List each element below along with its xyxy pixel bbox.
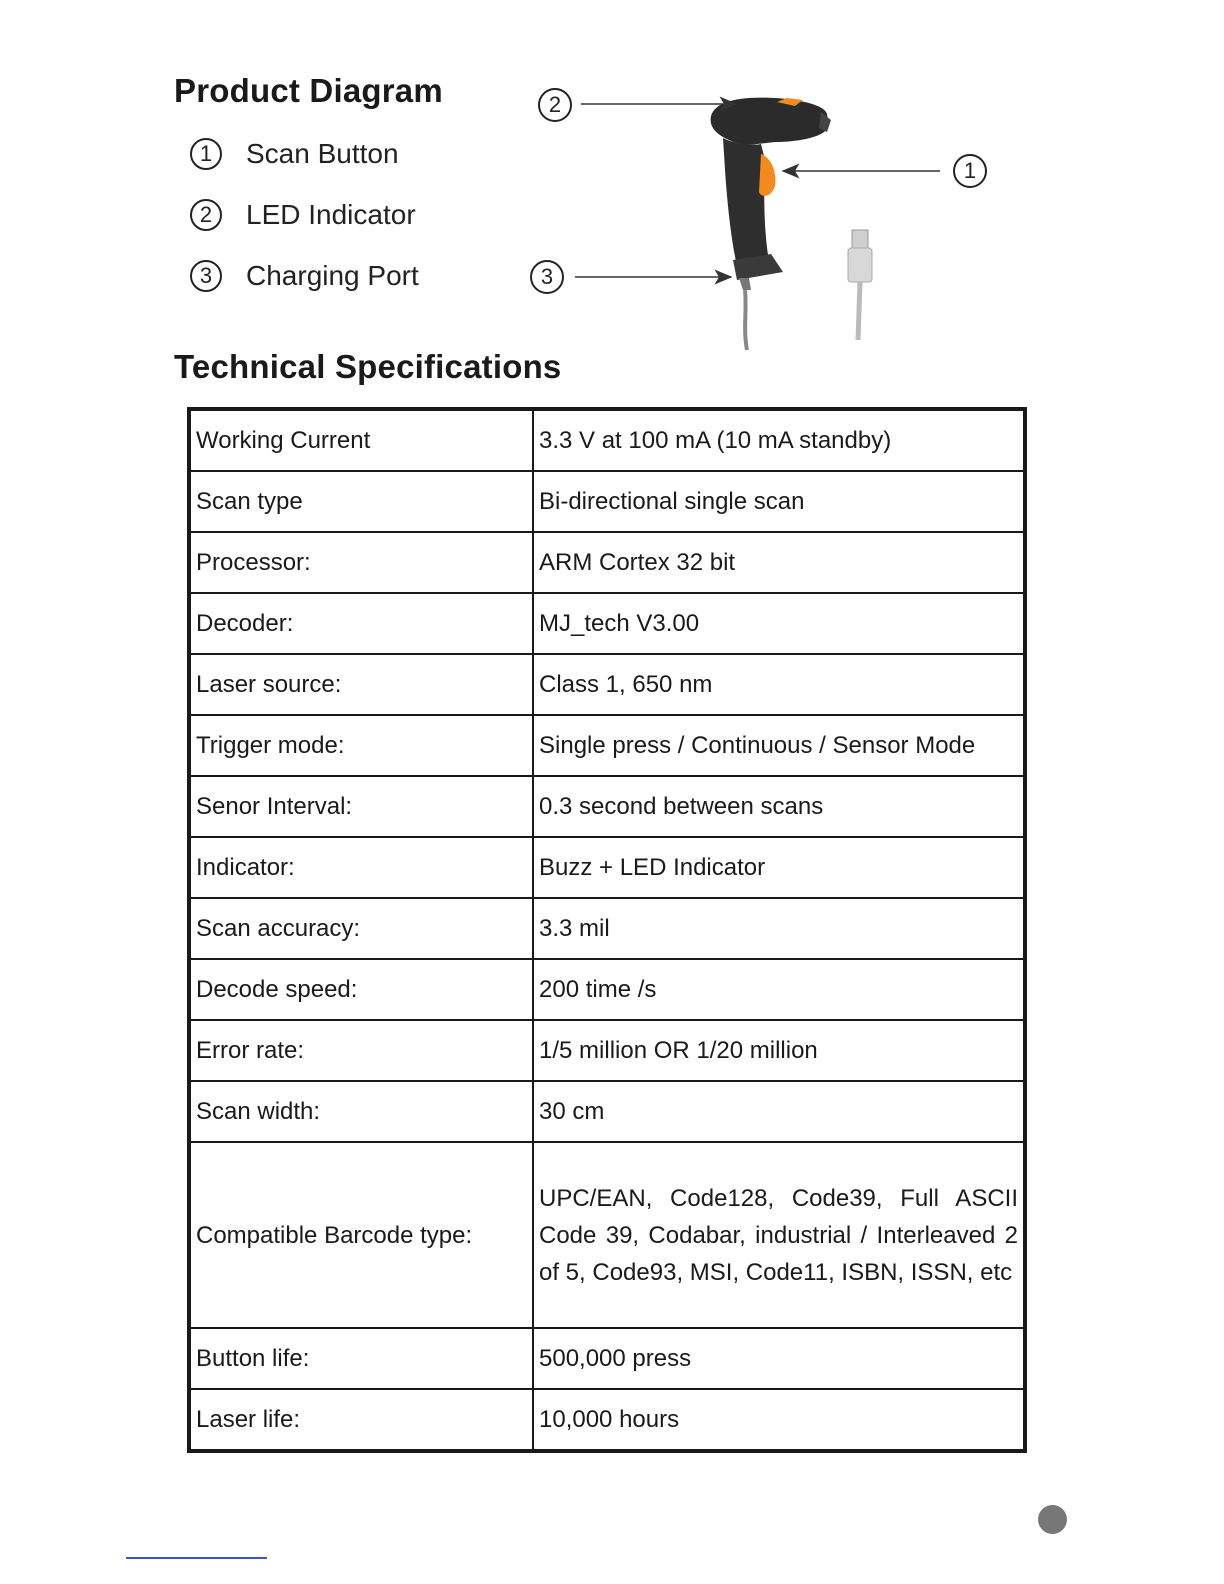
- table-row: [189, 898, 1025, 959]
- spec-value: 0.3 second between scans: [533, 776, 1025, 837]
- spec-value: 200 time /s: [533, 959, 1025, 1020]
- table-row: [189, 471, 1025, 532]
- barcode-scanner-illustration: [525, 80, 1005, 360]
- spec-value: 30 cm: [533, 1081, 1025, 1142]
- spec-value: 1/5 million OR 1/20 million: [533, 1020, 1025, 1081]
- table-row: [189, 837, 1025, 898]
- table-row: [189, 409, 1025, 471]
- legend-number: 1: [190, 138, 222, 170]
- table-row: [189, 715, 1025, 776]
- product-diagram-heading: Product Diagram: [174, 72, 443, 109]
- spec-label: Laser source:: [189, 654, 533, 715]
- spec-value: 3.3 V at 100 mA (10 mA standby): [533, 409, 1025, 471]
- legend-label: Charging Port: [246, 260, 419, 291]
- scanner-icon: [711, 98, 831, 350]
- spec-value: Class 1, 650 nm: [533, 654, 1025, 715]
- table-row: [189, 959, 1025, 1020]
- table-row: [189, 1328, 1025, 1389]
- table-row: [189, 1081, 1025, 1142]
- legend-item-led-indicator: [190, 195, 416, 235]
- spec-label: Error rate:: [189, 1020, 533, 1081]
- specifications-table: [187, 407, 1027, 1453]
- spec-value: Bi-directional single scan: [533, 471, 1025, 532]
- footer-rule: [126, 1557, 267, 1559]
- spec-value: 3.3 mil: [533, 898, 1025, 959]
- spec-value: Buzz + LED Indicator: [533, 837, 1025, 898]
- legend-item-charging-port: [190, 256, 419, 296]
- spec-label: Button life:: [189, 1328, 533, 1389]
- callout-scan-button: 1: [953, 154, 987, 188]
- scanner-diagram: [525, 80, 1005, 360]
- table-row: [189, 776, 1025, 837]
- callout-led-indicator: 2: [538, 88, 572, 122]
- legend-number: 3: [190, 260, 222, 292]
- table-row: [189, 1020, 1025, 1081]
- table-row: [189, 1389, 1025, 1451]
- legend-label: Scan Button: [246, 138, 399, 169]
- callout-charging-port: 3: [530, 260, 564, 294]
- spec-label: Scan type: [189, 471, 533, 532]
- spec-value: 500,000 press: [533, 1328, 1025, 1389]
- table-row: [189, 654, 1025, 715]
- spec-label: Processor:: [189, 532, 533, 593]
- table-row: [189, 532, 1025, 593]
- spec-label: Laser life:: [189, 1389, 533, 1451]
- spec-value: ARM Cortex 32 bit: [533, 532, 1025, 593]
- spec-label: Compatible Barcode type:: [189, 1142, 533, 1328]
- page-marker-dot: [1038, 1505, 1067, 1534]
- legend-item-scan-button: [190, 134, 399, 174]
- spec-label: Decode speed:: [189, 959, 533, 1020]
- spec-label: Trigger mode:: [189, 715, 533, 776]
- spec-value: 10,000 hours: [533, 1389, 1025, 1451]
- spec-value: Single press / Continuous / Sensor Mode: [533, 715, 1025, 776]
- spec-label: Scan accuracy:: [189, 898, 533, 959]
- technical-specifications-heading: Technical Specifications: [174, 348, 562, 385]
- spec-label: Indicator:: [189, 837, 533, 898]
- usb-cable-icon: [848, 230, 872, 340]
- spec-label: Working Current: [189, 409, 533, 471]
- legend-number: 2: [190, 199, 222, 231]
- spec-value: UPC/EAN, Code128, Code39, Full ASCII Code 39, Codabar, industrial / Interleaved 2 of 5, Code93, MSI, Code11, ISBN, ISSN, etc: [533, 1142, 1025, 1328]
- legend-label: LED Indicator: [246, 199, 416, 230]
- spec-label: Decoder:: [189, 593, 533, 654]
- table-row: [189, 593, 1025, 654]
- table-row: [189, 1142, 1025, 1328]
- spec-label: Senor Interval:: [189, 776, 533, 837]
- spec-label: Scan width:: [189, 1081, 533, 1142]
- spec-value: MJ_tech V3.00: [533, 593, 1025, 654]
